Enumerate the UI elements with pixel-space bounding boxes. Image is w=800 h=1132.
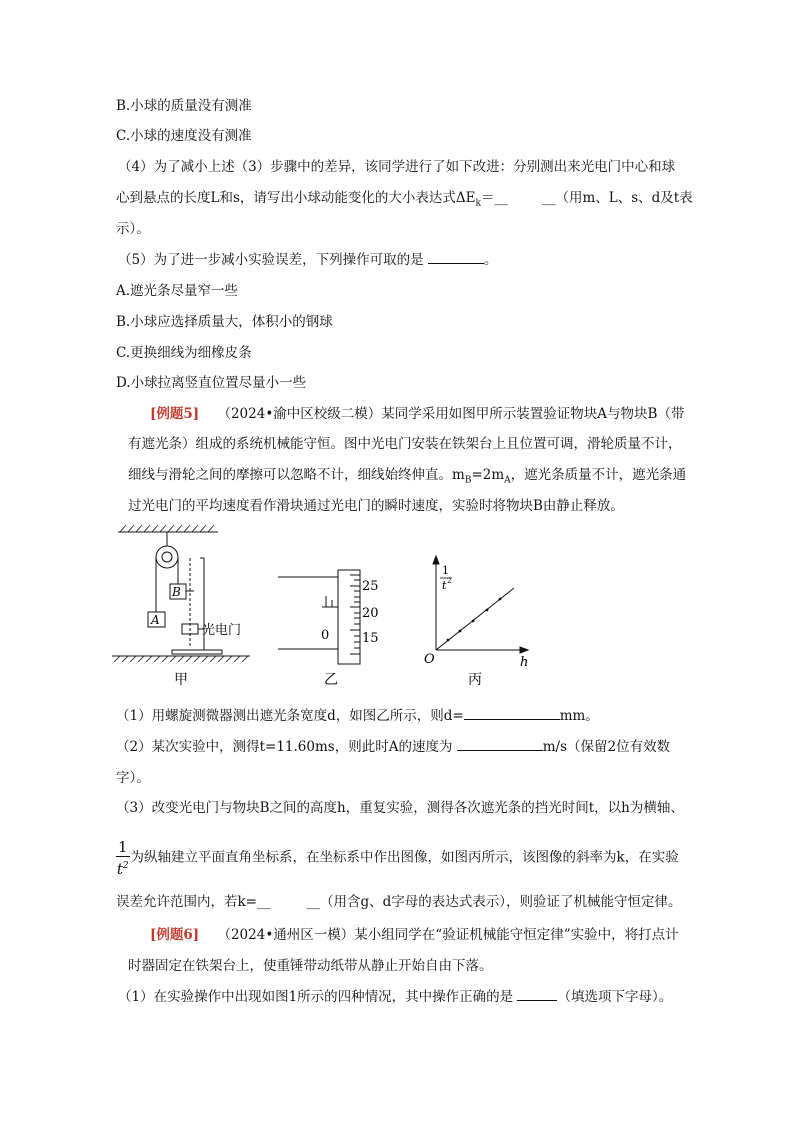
- frac-num: 1: [118, 838, 128, 856]
- example5-line3: [128, 466, 686, 490]
- q4-line3: 示）。: [116, 221, 150, 237]
- example6-line1-text: （2024•通州区一模）某小组同学在“验证机械能守恒定律”实验中，将打点计: [217, 927, 679, 943]
- example5-line3-end: ，遮光条质量不计，遮光条通: [510, 467, 687, 483]
- q4-line2: [116, 189, 693, 213]
- micrometer-tick-15: 15: [362, 631, 379, 646]
- experiment-figure: [110, 522, 550, 690]
- example5-line3-mid: =2m: [471, 467, 505, 483]
- example6-line2: 时器固定在铁架台上，使重锤带动纸带从静止开始自由下落。: [128, 958, 493, 974]
- graph-y-num: 1: [442, 564, 449, 577]
- caption-yi: 乙: [324, 672, 338, 688]
- q5-3-line3: [116, 893, 682, 911]
- option-b-top: B.小球的质量没有测准: [116, 98, 252, 114]
- q5-option-a: A.遮光条尽量窄一些: [116, 283, 239, 299]
- example5-line1: [150, 405, 684, 423]
- q5-3-line2-text: 为纵轴建立平面直角坐标系，在坐标系中作出图像，如图丙所示，该图像的斜率为k，在实验: [130, 849, 679, 866]
- frac-den: t: [116, 860, 123, 878]
- caption-jia: 甲: [174, 672, 188, 688]
- example5-line3-a: 细线与滑轮之间的摩擦可以忽略不计，细线始终伸直。m: [128, 467, 465, 483]
- example5-line1-text: （2024•渝中区校级二模）某同学采用如图甲所示装置验证物块A与物块B（带: [217, 406, 685, 422]
- graph-point: [472, 620, 475, 623]
- photogate-label: 光电门: [202, 623, 242, 638]
- q5-answer-blank[interactable]: [428, 251, 484, 264]
- example6-q1: [118, 988, 672, 1006]
- graph-x-label: h: [520, 655, 529, 670]
- caption-bing: 丙: [468, 672, 482, 688]
- q5-3-line3-b: __（用含g、d字母的表达式表示），则验证了机械能守恒定律。: [306, 894, 682, 910]
- q5-2-text: （2）某次实验中，测得t=11.60ms，则此时A的速度为: [116, 739, 453, 755]
- example6-tag: [例题6]: [150, 927, 200, 943]
- graph-point: [499, 598, 502, 601]
- block-a-label: A: [151, 613, 160, 627]
- q5-option-b: B.小球应选择质量大，体积小的钢球: [116, 314, 333, 330]
- q4-line2-c: __（用m、L、s、d及t表: [541, 190, 693, 206]
- one-over-t-squared: [116, 838, 130, 878]
- graph-y-exp: 2: [447, 577, 452, 585]
- q5-option-d: D.小球拉离竖直位置尽量小一些: [116, 375, 307, 391]
- q5-prompt-text: （5）为了进一步减小实验误差，下列操作可取的是: [118, 252, 424, 268]
- q5-1-text: （1）用螺旋测微器测出遮光条宽度d，如图乙所示，则d=: [116, 708, 464, 724]
- q5-1: [116, 707, 599, 725]
- micrometer-zero: 0: [321, 628, 330, 643]
- example6-q1-answer-blank[interactable]: [517, 988, 557, 1001]
- q4-sub-k: k: [475, 198, 481, 209]
- q4-line1: （4）为了减小上述（3）步骤中的差异，该同学进行了如下改进：分别测出来光电门中心和球: [118, 159, 676, 175]
- graph-point: [447, 639, 450, 642]
- example5-tag: [例题5]: [150, 406, 200, 422]
- figure-yi-micrometer: [278, 570, 360, 664]
- q5-3-line3-a: 误差允许范围内，若k=__: [116, 894, 271, 910]
- figure-jia-apparatus: [112, 525, 250, 662]
- q4-line2-b: ＝__: [480, 190, 508, 206]
- q5-1-unit: mm。: [559, 708, 599, 724]
- q5-prompt-end: 。: [483, 252, 498, 268]
- q5-2-answer-blank[interactable]: [457, 738, 543, 751]
- graph-y-den: t: [442, 579, 447, 592]
- example5-sub-b: B: [464, 475, 472, 486]
- q5-2-unit: m/s（保留2位有效数: [542, 739, 671, 755]
- example6-line1: [150, 926, 679, 944]
- example6-q1-end: （填选项下字母）。: [557, 989, 673, 1005]
- example5-line4: 过光电门的平均速度看作滑块通过光电门的瞬时速度，实验时将物块B由静止释放。: [128, 498, 624, 514]
- q5-option-c: C.更换细线为细橡皮条: [116, 345, 252, 361]
- graph-point: [486, 609, 489, 612]
- graph-origin: O: [424, 652, 435, 667]
- example5-line2: 有遮光条）组成的系统机械能守恒。图中光电门安装在铁架台上且位置可调，滑轮质量不计，: [128, 436, 682, 452]
- micrometer-tick-20: 20: [362, 606, 379, 621]
- example6-q1-text: （1）在实验操作中出现如图1所示的四种情况，其中操作正确的是: [118, 989, 514, 1005]
- q5-prompt: [118, 251, 497, 269]
- graph-point: [459, 630, 462, 633]
- q5-3-line1: （3）改变光电门与物块B之间的高度h，重复实验，测得各次遮光条的挡光时间t，以h为横轴、: [116, 800, 684, 816]
- frac-exp: 2: [122, 861, 129, 871]
- option-c-top: C.小球的速度没有测准: [116, 128, 252, 144]
- q5-3-line2: [116, 838, 679, 878]
- q5-2: [116, 738, 670, 756]
- q5-2-cont: 字）。: [116, 770, 150, 786]
- block-b-label: B: [172, 585, 181, 599]
- example5-sub-a: A: [504, 475, 511, 486]
- q4-line2-a: 心到悬点的长度L和s，请写出小球动能变化的大小表达式ΔE: [116, 190, 476, 206]
- micrometer-tick-25: 25: [362, 579, 379, 594]
- q5-1-answer-blank[interactable]: [464, 707, 560, 720]
